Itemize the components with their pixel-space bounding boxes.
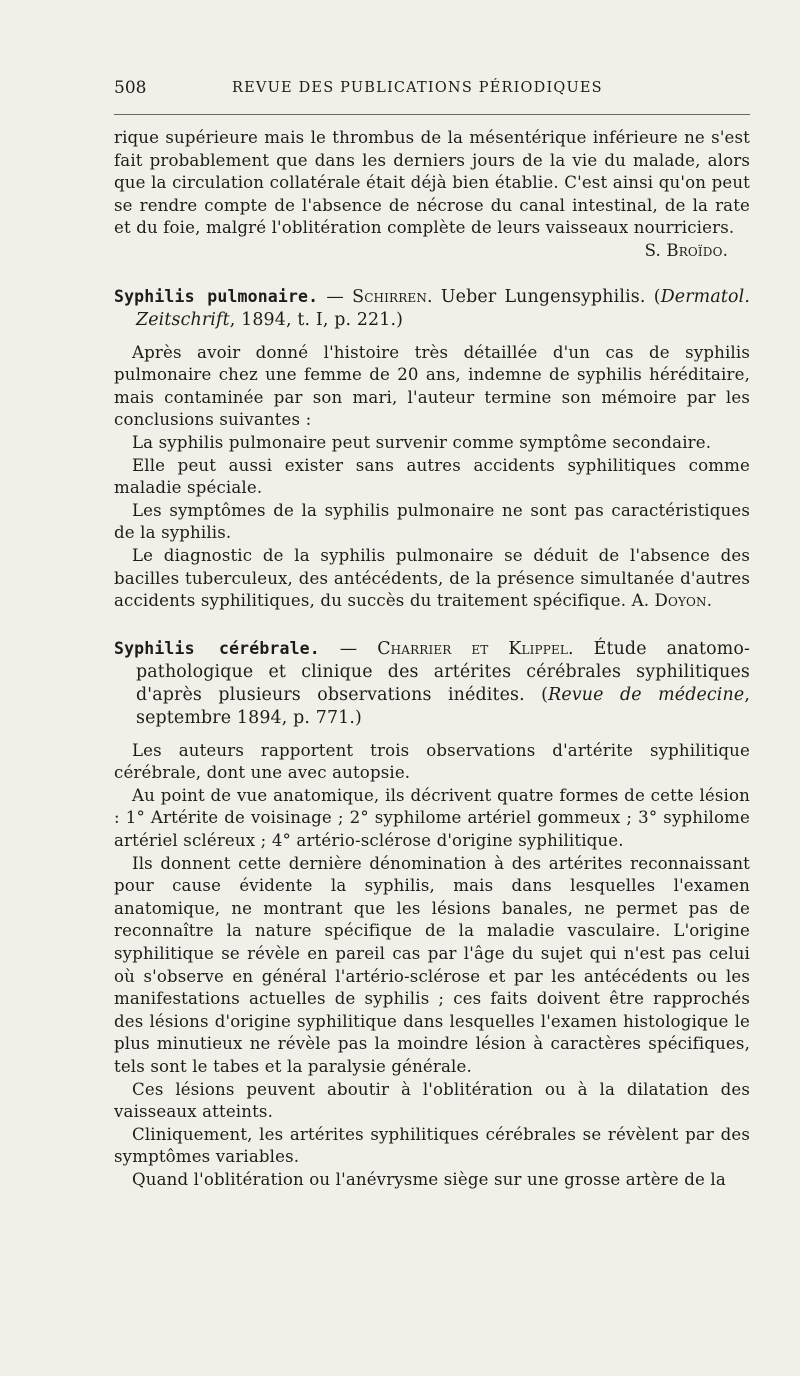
article1-paragraph-text: Le diagnostic de la syphilis pulmonaire se déduit de l'absence des bacilles tuberculeux, des antécédents, de la présence simultanée d'autres accidents syphilitiques, du succès du traitement spécifique. (114, 545, 750, 611)
article1-signature: A. Doyon. (631, 591, 713, 611)
running-title: REVUE DES PUBLICATIONS PÉRIODIQUES (232, 80, 603, 96)
article2-paragraph: Au point de vue anatomique, ils décrivent quatre formes de cette lésion : 1° Artérite de voisinage ; 2° syphilome artériel gommeux ; 3° syphilome artériel scléreux ; 4° artério-sclérose d'origine syphilitique. (114, 785, 750, 851)
article2-paragraph: Les auteurs rapportent trois observations d'artérite syphilitique cérébrale, dont une avec autopsie. (114, 740, 750, 783)
article1-paragraph: La syphilis pulmonaire peut survenir comme symptôme secondaire. (132, 432, 712, 452)
article2-authors: Charrier et Klippel. (377, 638, 574, 659)
article-syphilis-cerebrale (114, 637, 750, 730)
intro-paragraph: rique supérieure mais le thrombus de la mésentérique inférieure ne s'est fait probablement que dans les derniers jours de la vie du malade, alors que la circulation collatérale était déjà bien établie. C'est ainsi qu'on peut se rendre compte de l'absence de nécrose du canal intestinal, de la rate et du foie, malgré l'oblitération complète de leurs vaisseaux nourriciers. (114, 128, 750, 238)
article2-title: Syphilis cérébrale. (114, 638, 320, 658)
intro-signature-text: S. Broïdo. (644, 240, 728, 260)
article1-paragraph: Après avoir donné l'histoire très détaillée d'un cas de syphilis pulmonaire chez une femme de 20 ans, indemne de syphilis héréditaire, mais contaminée par son mari, l'auteur termine son mémoire par les conclusions suivantes : (114, 342, 750, 430)
page-number: 508 (114, 78, 147, 98)
article1-last-paragraph (114, 545, 750, 613)
page-body (114, 127, 750, 1192)
article1-journal: Dermatol. Zeitschrift (136, 286, 750, 330)
article1-ref: , 1894, t. I, p. 221.) (229, 309, 404, 330)
article1-heading: Syphilis pulmonaire. — Schirren. Ueber Lungensyphilis. (Dermatol. Zeitschrift, 1894, t. I, p. 221.) (114, 286, 750, 330)
article1-work: Ueber Lungensyphilis. (440, 286, 646, 307)
article2-paragraph: Quand l'oblitération ou l'anévrysme siège sur une grosse artère de la (132, 1169, 726, 1189)
article2-paragraph: Cliniquement, les artérites syphilitiques cérébrales se révèlent par des symptômes variables. (114, 1124, 750, 1167)
header-rule (114, 114, 750, 115)
article-syphilis-pulmonaire (114, 285, 750, 332)
article2-journal: Revue de médecine (548, 684, 745, 705)
intro-signature (114, 240, 750, 263)
article1-paragraph: Elle peut aussi exister sans autres accidents syphilitiques comme maladie spéciale. (114, 455, 750, 498)
page-header (114, 78, 750, 102)
article2-work: Étude anatomo-pathologique et clinique des artérites cérébrales syphilitiques d'après plusieurs observations inédites. ( (136, 638, 751, 705)
article1-author: Schirren. (352, 286, 433, 307)
article2-paragraph: Ils donnent cette dernière dénomination à des artérites reconnaissant pour cause évidente la syphilis, mais dans lesquelles l'examen anatomique, ne montrant que les lésions banales, ne permet pas de reconnaître la nature spécifique de la maladie vasculaire. L'origine syphilitique se révèle en pareil cas par l'âge du sujet qui n'est pas celui où s'observe en général l'artério-sclérose et par les antécédents ou les manifestations actuelles de syphilis ; ces faits doivent être rapprochés des lésions d'origine syphilitique dans lesquelles l'examen histologique le plus minutieux ne révèle pas la moindre lésion à caractères spécifiques, tels sont le tabes et la paralysie générale. (114, 853, 750, 1076)
article1-title: Syphilis pulmonaire. (114, 286, 319, 306)
article2-ref: , septembre 1894, p. 771.) (136, 684, 751, 728)
article2-paragraph: Ces lésions peuvent aboutir à l'oblitération ou à la dilatation des vaisseaux atteints. (114, 1079, 750, 1122)
article1-paragraph: Les symptômes de la syphilis pulmonaire ne sont pas caractéristiques de la syphilis. (114, 500, 750, 543)
article2-heading: Syphilis cérébrale. — Charrier et Klippel. Étude anatomo-pathologique et clinique des artérites cérébrales syphilitiques d'après plusieurs observations inédites. (Revue de médecine, septembre 1894, p. 771.) (114, 638, 751, 728)
